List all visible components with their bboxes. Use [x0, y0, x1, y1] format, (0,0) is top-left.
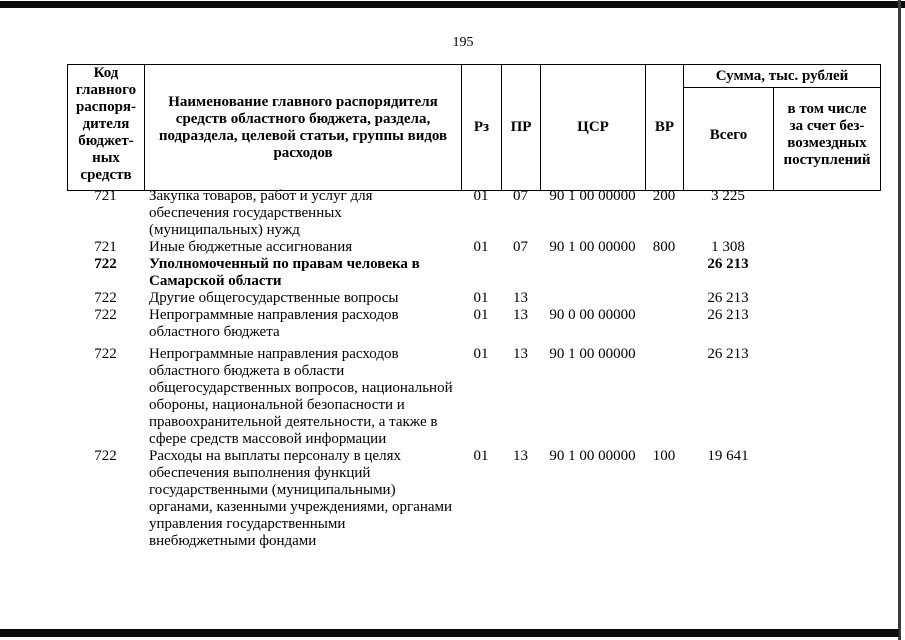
cell-csr: 90 1 00 00000 [549, 239, 636, 255]
table-row [67, 448, 880, 550]
table-row [67, 239, 880, 256]
cell-name: Непрограммные направления расходов областного бюджета [149, 307, 399, 340]
scan-border-right [898, 0, 901, 640]
cell-vr: 800 [652, 239, 676, 255]
cell-code: 722 [94, 256, 117, 272]
cell-gratuitous [773, 188, 880, 239]
cell-rz: 01 [473, 346, 489, 362]
cell-name: Другие общегосударственные вопросы [149, 290, 399, 306]
cell-csr [540, 256, 645, 290]
header-pr: ПР [502, 65, 541, 191]
cell-pr: 13 [513, 307, 528, 323]
header-name: Наименование главного распорядителя средств областного бюджета, раздела, подраздела, целевой статьи, группы видов расходов [145, 65, 462, 191]
table-row [67, 290, 880, 307]
cell-rz: 01 [473, 188, 489, 204]
scan-border-top [0, 1, 905, 8]
cell-name: Непрограммные направления расходов областного бюджета в области общегосударственных вопросов, национальной обороны, национальной безопасности и правоохранительной деятельности, а также в сфере средств массовой информации [149, 346, 453, 447]
cell-rz: 01 [473, 307, 489, 323]
cell-vr [645, 341, 683, 448]
header-csr: ЦСР [541, 65, 646, 191]
cell-gratuitous [773, 256, 880, 290]
header-code: Код главного распоря- дителя бюджет- ных средств [68, 65, 145, 191]
cell-vr [645, 256, 683, 290]
cell-gratuitous [773, 448, 880, 550]
cell-code: 721 [94, 188, 117, 204]
cell-total: 26 213 [707, 256, 749, 272]
cell-code: 721 [94, 239, 117, 255]
cell-vr [645, 307, 683, 341]
cell-csr: 90 0 00 00000 [549, 307, 636, 323]
header-rz: Рз [462, 65, 502, 191]
cell-total: 19 641 [707, 448, 749, 464]
table-row [67, 188, 880, 239]
table-row [67, 307, 880, 341]
cell-vr: 100 [652, 448, 676, 464]
scan-border-bottom [0, 629, 899, 637]
cell-gratuitous [773, 307, 880, 341]
header-vr: ВР [646, 65, 684, 191]
cell-pr: 07 [513, 239, 528, 255]
table-header [67, 64, 881, 191]
cell-code: 722 [94, 448, 117, 464]
header-gratuitous: в том числе за счет без- возмездных поступлений [774, 88, 881, 191]
cell-name: Закупка товаров, работ и услуг для обеспечения государственных (муниципальных) нужд [149, 188, 373, 238]
cell-gratuitous [773, 239, 880, 256]
header-row-top [68, 65, 881, 88]
cell-gratuitous [773, 341, 880, 448]
header-total: Всего [684, 88, 774, 191]
cell-total: 26 213 [707, 346, 749, 362]
cell-vr: 200 [652, 188, 676, 204]
cell-csr: 90 1 00 00000 [549, 448, 636, 464]
cell-name: Уполномоченный по правам человека в Самарской области [149, 256, 420, 289]
table-row-administrator [67, 256, 880, 290]
table-row [67, 341, 880, 448]
cell-total: 1 308 [711, 239, 745, 255]
cell-csr: 90 1 00 00000 [549, 346, 636, 362]
table-body [67, 188, 880, 550]
header-sum-group: Сумма, тыс. рублей [684, 65, 881, 88]
cell-rz: 01 [473, 448, 489, 464]
cell-vr [645, 290, 683, 307]
cell-code: 722 [94, 346, 117, 362]
cell-total: 26 213 [707, 290, 749, 306]
cell-code: 722 [94, 307, 117, 323]
cell-pr: 13 [513, 346, 528, 362]
cell-total: 26 213 [707, 307, 749, 323]
cell-total: 3 225 [711, 188, 745, 204]
cell-pr: 07 [513, 188, 528, 204]
cell-pr [501, 256, 540, 290]
cell-rz: 01 [473, 290, 489, 306]
cell-gratuitous [773, 290, 880, 307]
page-number: 195 [452, 35, 474, 50]
cell-name: Иные бюджетные ассигнования [149, 239, 353, 255]
cell-name: Расходы на выплаты персоналу в целях обеспечения выполнения функций государственными (муниципальными) органами, казенными учреждениями, органами управления государственными внебюджетными фондами [149, 448, 453, 549]
cell-csr [540, 290, 645, 307]
cell-csr: 90 1 00 00000 [549, 188, 636, 204]
cell-rz [461, 256, 501, 290]
cell-pr: 13 [513, 448, 528, 464]
cell-rz: 01 [473, 239, 489, 255]
cell-code: 722 [94, 290, 117, 306]
cell-pr: 13 [513, 290, 528, 306]
